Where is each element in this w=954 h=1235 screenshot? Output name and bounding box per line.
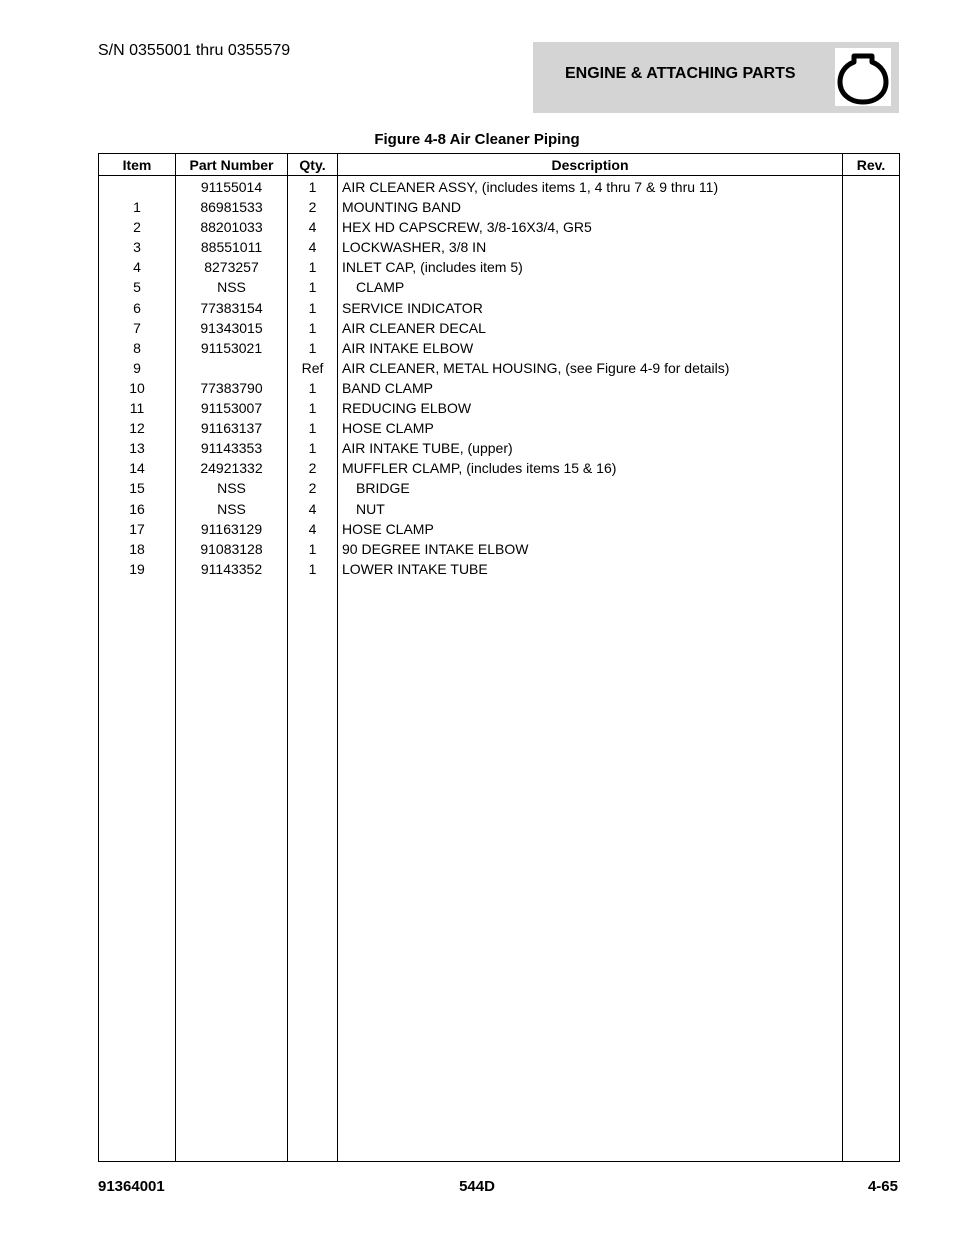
cell-item: 1 [99, 197, 176, 217]
cell-item: 11 [99, 398, 176, 418]
filler-cell [288, 579, 338, 1162]
cell-description: AIR INTAKE TUBE, (upper) [338, 438, 843, 458]
cell-qty: 2 [288, 197, 338, 217]
cell-qty: 4 [288, 237, 338, 257]
cell-qty: 4 [288, 499, 338, 519]
table-header-row [99, 154, 900, 176]
cell-rev [843, 478, 900, 498]
cell-description: MOUNTING BAND [338, 197, 843, 217]
cell-qty: 1 [288, 298, 338, 318]
cell-rev [843, 318, 900, 338]
cell-part-number: 91343015 [176, 318, 288, 338]
cell-part-number: 91155014 [176, 176, 288, 198]
cell-rev [843, 277, 900, 297]
cell-qty: 1 [288, 318, 338, 338]
cell-rev [843, 217, 900, 237]
table-row [99, 438, 900, 458]
cell-description: SERVICE INDICATOR [338, 298, 843, 318]
cell-qty: 1 [288, 398, 338, 418]
cell-part-number: 88201033 [176, 217, 288, 237]
column-header-item: Item [99, 154, 176, 176]
footer-model: 544D [459, 1178, 495, 1195]
cell-description: MUFFLER CLAMP, (includes items 15 & 16) [338, 458, 843, 478]
cell-rev [843, 398, 900, 418]
cell-rev [843, 438, 900, 458]
table-row [99, 358, 900, 378]
cell-part-number: NSS [176, 499, 288, 519]
cell-qty: 1 [288, 438, 338, 458]
table-row [99, 277, 900, 297]
cell-description: AIR INTAKE ELBOW [338, 338, 843, 358]
cell-description: REDUCING ELBOW [338, 398, 843, 418]
cell-item: 12 [99, 418, 176, 438]
cell-item: 15 [99, 478, 176, 498]
table-row [99, 539, 900, 559]
cell-rev [843, 499, 900, 519]
table-row [99, 559, 900, 579]
cell-description: AIR CLEANER ASSY, (includes items 1, 4 thru 7 & 9 thru 11) [338, 176, 843, 198]
filler-cell [338, 579, 843, 1162]
cell-item: 18 [99, 539, 176, 559]
cell-item: 6 [99, 298, 176, 318]
table-row [99, 298, 900, 318]
cell-part-number: NSS [176, 277, 288, 297]
cell-rev [843, 338, 900, 358]
cell-qty: Ref [288, 358, 338, 378]
table-row [99, 237, 900, 257]
cell-item: 5 [99, 277, 176, 297]
table-row [99, 519, 900, 539]
cell-rev [843, 378, 900, 398]
cell-rev [843, 519, 900, 539]
cell-qty: 1 [288, 277, 338, 297]
cell-description: HOSE CLAMP [338, 519, 843, 539]
table-row [99, 197, 900, 217]
cell-description: LOCKWASHER, 3/8 IN [338, 237, 843, 257]
cell-part-number: 91153007 [176, 398, 288, 418]
cell-description: NUT [338, 499, 843, 519]
cell-part-number: 91143353 [176, 438, 288, 458]
column-header-description: Description [338, 154, 843, 176]
cell-qty: 4 [288, 519, 338, 539]
section-title: ENGINE & ATTACHING PARTS [565, 65, 796, 82]
cell-description: INLET CAP, (includes item 5) [338, 257, 843, 277]
table-row [99, 398, 900, 418]
cell-item: 7 [99, 318, 176, 338]
table-row [99, 378, 900, 398]
cell-part-number: 91153021 [176, 338, 288, 358]
table-row [99, 217, 900, 237]
cell-rev [843, 257, 900, 277]
cell-rev [843, 358, 900, 378]
cell-part-number: 24921332 [176, 458, 288, 478]
cell-qty: 2 [288, 478, 338, 498]
table-row [99, 478, 900, 498]
cell-item: 13 [99, 438, 176, 458]
cell-qty: 1 [288, 539, 338, 559]
table-filler-row [99, 579, 900, 1162]
filler-cell [843, 579, 900, 1162]
filler-cell [176, 579, 288, 1162]
cell-item: 3 [99, 237, 176, 257]
cell-description: 90 DEGREE INTAKE ELBOW [338, 539, 843, 559]
cell-item: 10 [99, 378, 176, 398]
cell-part-number: 91163137 [176, 418, 288, 438]
figure-title: Figure 4-8 Air Cleaner Piping [374, 131, 580, 148]
cell-item: 17 [99, 519, 176, 539]
cell-rev [843, 458, 900, 478]
cell-part-number: 91143352 [176, 559, 288, 579]
cell-qty: 1 [288, 176, 338, 198]
cell-part-number [176, 358, 288, 378]
parts-table-body [99, 176, 900, 1162]
cell-rev [843, 197, 900, 217]
column-header-part-number: Part Number [176, 154, 288, 176]
cell-item: 8 [99, 338, 176, 358]
cell-description: HOSE CLAMP [338, 418, 843, 438]
cell-qty: 1 [288, 559, 338, 579]
engine-icon [835, 48, 891, 106]
serial-range: S/N 0355001 thru 0355579 [98, 42, 291, 59]
cell-rev [843, 176, 900, 198]
filler-cell [99, 579, 176, 1162]
cell-description: CLAMP [338, 277, 843, 297]
cell-part-number: 86981533 [176, 197, 288, 217]
cell-qty: 1 [288, 378, 338, 398]
cell-part-number: 77383154 [176, 298, 288, 318]
table-row [99, 499, 900, 519]
footer-doc-number: 91364001 [98, 1178, 165, 1195]
column-header-qty: Qty. [288, 154, 338, 176]
table-row [99, 338, 900, 358]
cell-part-number: NSS [176, 478, 288, 498]
cell-rev [843, 559, 900, 579]
column-header-rev: Rev. [843, 154, 900, 176]
cell-rev [843, 237, 900, 257]
footer-page-number: 4-65 [867, 1178, 898, 1195]
table-row [99, 176, 900, 198]
cell-item: 9 [99, 358, 176, 378]
section-header [533, 42, 899, 113]
cell-description: LOWER INTAKE TUBE [338, 559, 843, 579]
cell-qty: 4 [288, 217, 338, 237]
cell-rev [843, 539, 900, 559]
table-row [99, 257, 900, 277]
cell-description: HEX HD CAPSCREW, 3/8-16X3/4, GR5 [338, 217, 843, 237]
parts-table [98, 153, 900, 1162]
cell-qty: 1 [288, 338, 338, 358]
cell-item: 2 [99, 217, 176, 237]
cell-qty: 1 [288, 418, 338, 438]
cell-part-number: 91163129 [176, 519, 288, 539]
cell-qty: 1 [288, 257, 338, 277]
cell-part-number: 8273257 [176, 257, 288, 277]
cell-qty: 2 [288, 458, 338, 478]
table-row [99, 418, 900, 438]
cell-description: BRIDGE [338, 478, 843, 498]
cell-item [99, 176, 176, 198]
table-row [99, 318, 900, 338]
cell-item: 16 [99, 499, 176, 519]
cell-description: AIR CLEANER, METAL HOUSING, (see Figure 4-9 for details) [338, 358, 843, 378]
table-row [99, 458, 900, 478]
cell-item: 14 [99, 458, 176, 478]
cell-part-number: 77383790 [176, 378, 288, 398]
cell-rev [843, 418, 900, 438]
cell-item: 4 [99, 257, 176, 277]
cell-part-number: 88551011 [176, 237, 288, 257]
cell-item: 19 [99, 559, 176, 579]
cell-rev [843, 298, 900, 318]
cell-description: AIR CLEANER DECAL [338, 318, 843, 338]
cell-description: BAND CLAMP [338, 378, 843, 398]
cell-part-number: 91083128 [176, 539, 288, 559]
